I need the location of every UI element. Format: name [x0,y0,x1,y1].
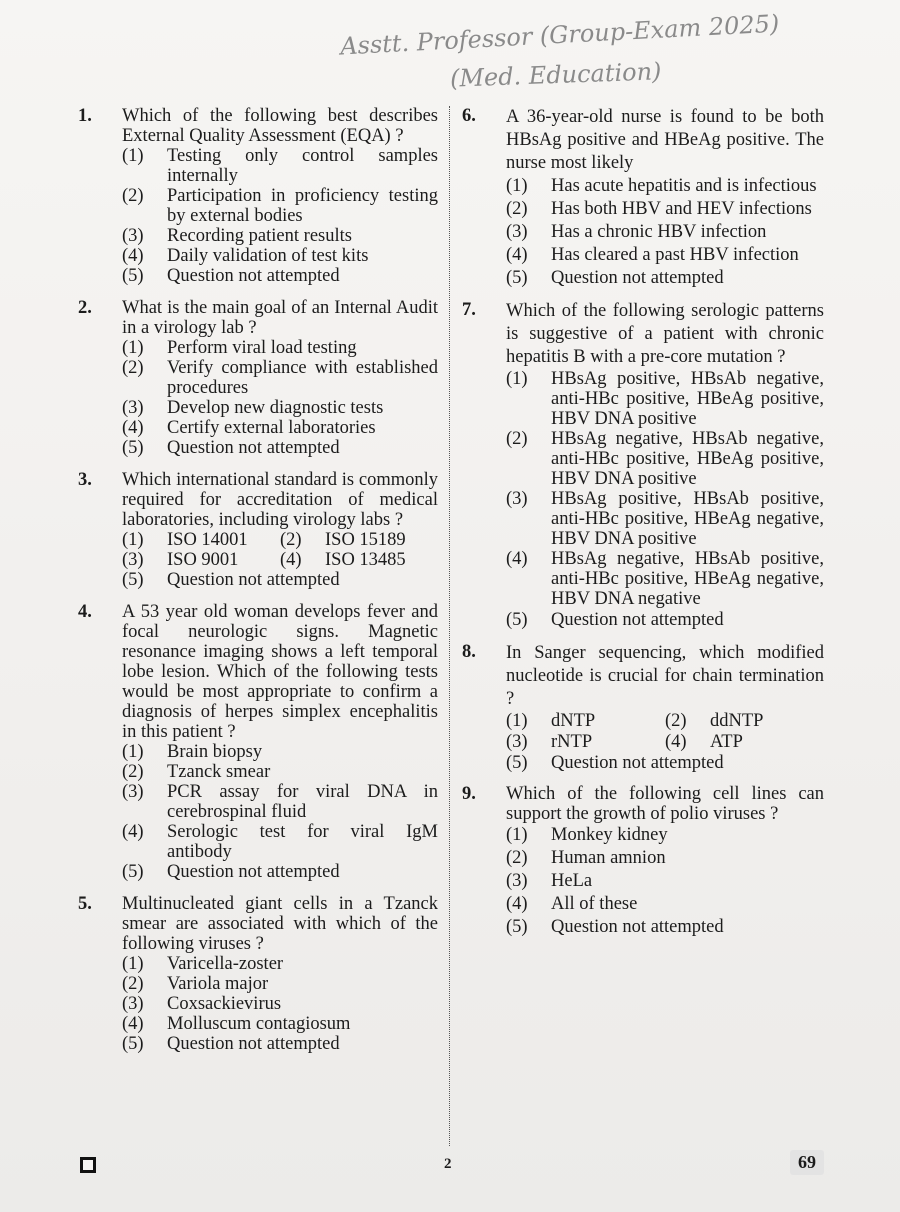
option-4 [122,418,438,438]
option-text: Develop new diagnostic tests [167,398,384,418]
option-text: Molluscum contagiosum [167,1014,351,1034]
question-number: 1. [78,106,92,126]
option-number: (1) [506,369,528,389]
option-3 [122,226,438,246]
option-text: Varicella-zoster [167,954,284,974]
question-1 [78,106,438,286]
option-number: (1) [122,338,144,358]
option-1 [122,530,280,550]
option-text: Question not attempted [167,266,340,286]
question-number: 8. [462,642,476,662]
right-column [462,106,824,949]
option-text: HBsAg positive, HBsAb negative, anti-HBc positive, HBeAg positive, HBV DNA positive [551,369,824,429]
option-number: (3) [122,994,144,1014]
option-pair-row [506,732,824,753]
option-number: (1) [506,825,528,845]
question-3 [78,470,438,590]
question-number: 2. [78,298,92,318]
option-text: Question not attempted [167,438,340,458]
booklet-code: 69 [790,1150,824,1175]
question-9 [462,784,824,939]
option-3 [122,994,438,1014]
option-text: Question not attempted [551,753,724,773]
option-text: HBsAg negative, HBsAb positive, anti-HBc positive, HBeAg negative, HBV DNA negative [551,549,824,609]
question-text: In Sanger sequencing, which modified nucleotide is crucial for chain termination ? [506,643,824,709]
option-number: (3) [122,226,144,246]
question-2 [78,298,438,458]
option-2 [122,186,438,226]
option-2 [665,711,824,732]
option-4 [122,822,438,862]
question-6 [462,106,824,290]
option-number: (1) [122,146,144,166]
question-text: Which of the following best describes External Quality Assessment (EQA) ? [122,106,438,146]
option-text: Tzanck smear [167,762,271,782]
option-1 [122,338,438,358]
option-number: (4) [122,418,144,438]
option-number: (3) [506,489,528,509]
option-3 [122,550,280,570]
option-text: Daily validation of test kits [167,246,369,266]
question-text: Multinucleated giant cells in a Tzanck smear are associated with which of the following viruses ? [122,894,438,954]
option-5 [122,266,438,286]
option-4 [506,893,824,916]
option-text: Verify compliance with established procedures [167,358,438,398]
question-7 [462,300,824,632]
option-5 [122,1034,438,1054]
option-number: (5) [506,268,528,288]
question-4 [78,602,438,882]
option-number: (3) [506,222,528,242]
option-2 [122,974,438,994]
option-number: (4) [665,732,687,752]
option-number: (2) [122,358,144,378]
option-number: (5) [506,917,528,937]
option-number: (5) [506,610,528,630]
option-5 [122,862,438,882]
handwritten-annotation [300,9,780,98]
option-text: Has cleared a past HBV infection [551,245,799,265]
option-2 [506,429,824,489]
option-text: HBsAg positive, HBsAb positive, anti-HBc positive, HBeAg negative, HBV DNA positive [551,489,824,549]
page-number: 2 [444,1156,452,1172]
option-text: Coxsackievirus [167,994,282,1014]
option-number: (1) [506,176,528,196]
option-3 [506,221,824,244]
square-marker-icon [80,1157,96,1173]
option-text: Question not attempted [167,570,340,590]
question-8 [462,642,824,774]
option-number: (5) [122,266,144,286]
option-number: (2) [506,848,528,868]
option-number: (4) [122,1014,144,1034]
option-text: Certify external laboratories [167,418,376,438]
option-number: (4) [506,245,528,265]
question-number: 3. [78,470,92,490]
option-4 [122,246,438,266]
option-4 [506,244,824,267]
option-number: (3) [122,550,144,570]
option-text: Recording patient results [167,226,352,246]
option-number: (3) [506,871,528,891]
question-text: A 53 year old woman develops fever and focal neurologic signs. Magnetic resonance imaging shows a left temporal lobe lesion. Which of the following tests would be most appropriate to confirm a diagnosis of herpes simplex encephalitis in this patient ? [122,602,438,742]
option-text: PCR assay for viral DNA in cerebrospinal fluid [167,782,438,822]
option-2 [506,198,824,221]
option-text: Has a chronic HBV infection [551,222,767,242]
option-pair-row [122,530,438,550]
option-number: (4) [506,894,528,914]
column-divider [449,106,450,1146]
option-text: ISO 14001 [167,530,248,550]
option-number: (5) [122,862,144,882]
option-2 [122,762,438,782]
option-text: Monkey kidney [551,825,668,845]
question-5 [78,894,438,1054]
option-number: (2) [280,530,302,550]
option-5 [506,267,824,290]
option-text: Human amnion [551,848,666,868]
option-number: (3) [122,782,144,802]
option-text: Testing only control samples internally [167,146,438,186]
option-5 [506,753,824,774]
option-1 [122,954,438,974]
option-text: Question not attempted [551,268,724,288]
question-number: 4. [78,602,92,622]
option-number: (4) [122,246,144,266]
option-4 [506,549,824,609]
handwritten-note-line-2: (Med. Education) [449,57,662,93]
question-text: What is the main goal of an Internal Audit in a virology lab ? [122,298,438,338]
option-number: (5) [122,438,144,458]
option-text: Perform viral load testing [167,338,357,358]
option-1 [122,742,438,762]
question-number: 9. [462,784,476,804]
option-4 [122,1014,438,1034]
option-text: Has both HBV and HEV infections [551,199,812,219]
option-number: (2) [506,429,528,449]
option-number: (3) [506,732,528,752]
option-2 [280,530,438,550]
option-number: (1) [122,954,144,974]
option-text: Serologic test for viral IgM antibody [167,822,438,862]
option-pair-row [506,711,824,732]
option-number: (4) [280,550,302,570]
option-number: (4) [122,822,144,842]
option-text: rNTP [551,732,593,752]
option-text: ddNTP [710,711,764,731]
option-1 [506,711,665,732]
option-5 [122,438,438,458]
option-3 [506,870,824,893]
option-text: All of these [551,894,638,914]
option-text: HBsAg negative, HBsAb negative, anti-HBc positive, HBeAg positive, HBV DNA positive [551,429,824,489]
option-number: (2) [122,762,144,782]
option-4 [665,732,824,753]
option-text: Question not attempted [551,610,724,630]
option-text: Variola major [167,974,269,994]
option-1 [506,824,824,847]
option-4 [280,550,438,570]
option-number: (3) [122,398,144,418]
question-text: Which international standard is commonly required for accreditation of medical laboratories, including virology labs ? [122,470,438,530]
option-5 [506,609,824,632]
option-3 [506,732,665,753]
option-number: (1) [122,742,144,762]
option-number: (2) [122,186,144,206]
option-pair-row [122,550,438,570]
option-text: HeLa [551,871,593,891]
option-number: (5) [122,1034,144,1054]
question-text: Which of the following cell lines can support the growth of polio viruses ? [506,784,824,824]
option-number: (2) [122,974,144,994]
option-1 [122,146,438,186]
option-text: Question not attempted [167,1034,340,1054]
left-column [78,106,438,1066]
question-number: 6. [462,106,476,126]
option-text: Has acute hepatitis and is infectious [551,176,817,196]
question-text: Which of the following serologic patterns is suggestive of a patient with chronic hepatitis B with a pre-core mutation ? [506,301,824,367]
option-3 [122,782,438,822]
option-number: (2) [506,199,528,219]
option-number: (1) [506,711,528,731]
option-text: ISO 13485 [325,550,406,570]
option-text: ATP [710,732,743,752]
option-5 [122,570,438,590]
option-number: (2) [665,711,687,731]
question-number: 5. [78,894,92,914]
option-text: dNTP [551,711,596,731]
option-number: (1) [122,530,144,550]
option-text: ISO 15189 [325,530,406,550]
option-text: Participation in proficiency testing by external bodies [167,186,438,226]
option-1 [506,369,824,429]
option-text: Question not attempted [551,917,724,937]
option-1 [506,175,824,198]
option-number: (5) [122,570,144,590]
option-2 [122,358,438,398]
option-number: (4) [506,549,528,569]
option-text: ISO 9001 [167,550,239,570]
option-3 [122,398,438,418]
option-5 [506,916,824,939]
question-text: A 36-year-old nurse is found to be both HBsAg positive and HBeAg positive. The nurse most likely [506,107,824,173]
option-text: Question not attempted [167,862,340,882]
option-3 [506,489,824,549]
question-number: 7. [462,300,476,320]
option-text: Brain biopsy [167,742,263,762]
handwritten-note-line-1: Asstt. Professor (Group-Exam 2025) [339,9,780,61]
option-number: (5) [506,753,528,773]
option-2 [506,847,824,870]
